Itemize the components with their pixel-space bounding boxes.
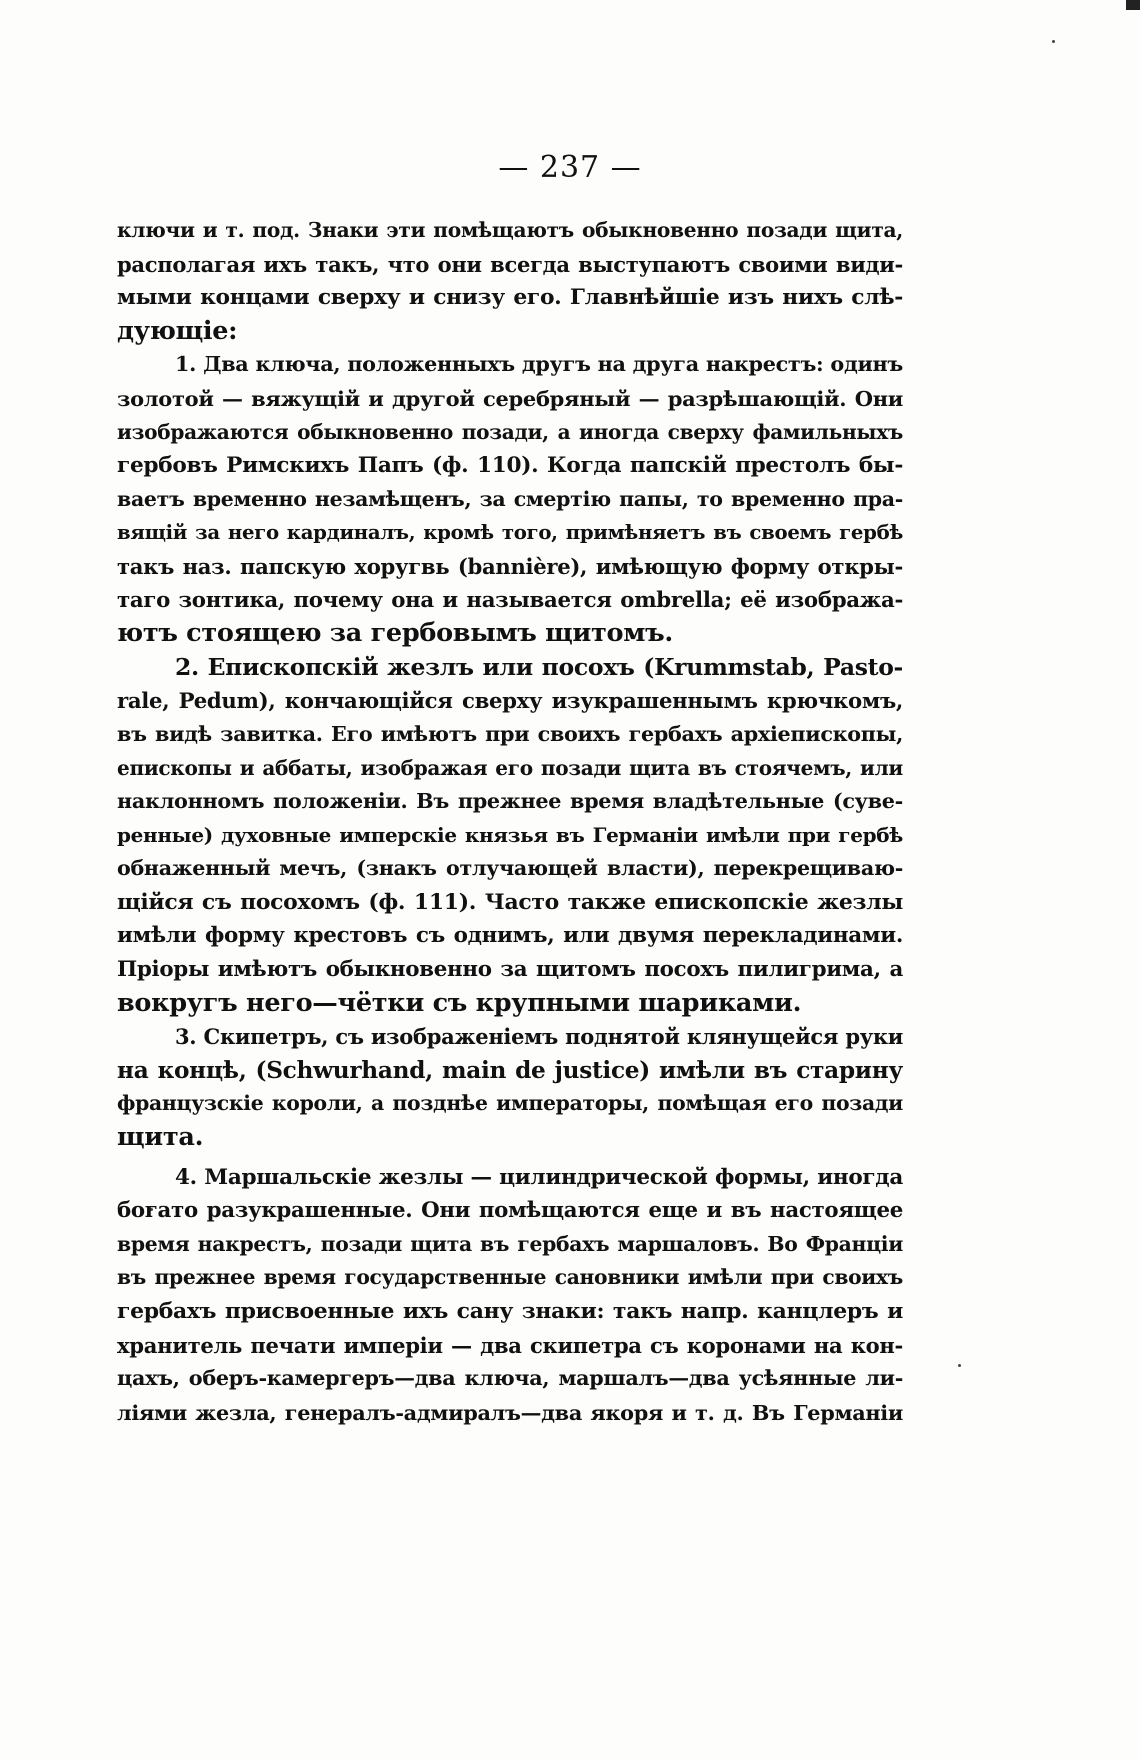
- text-line: хранитель печати имперіи — два скипетра съ коронами на кон-: [117, 1332, 903, 1358]
- text-line: французскіе короли, а позднѣе императоры, помѣщая его позади: [117, 1091, 903, 1116]
- text-line: Пріоры имѣютъ обыкновенно за щитомъ посохъ пилигрима, а: [117, 957, 903, 983]
- text-line: имѣли форму крестовъ съ однимъ, или двумя перекладинами.: [117, 923, 903, 949]
- text-line: на концѣ, (Schwurhand, main de justice) имѣли въ старину: [117, 1056, 903, 1084]
- text-line: золотой — вяжущій и другой серебряный — разрѣшающій. Они: [117, 385, 903, 411]
- scan-speck: [1052, 40, 1055, 43]
- text-line: дующіе:: [117, 315, 238, 346]
- text-line: 2. Епископскій жезлъ или посохъ (Krummstab, Pasto-: [175, 652, 903, 681]
- scan-edge-mark: [1126, 0, 1140, 10]
- text-line: богато разукрашенные. Они помѣщаются еще и въ настоящее: [117, 1198, 903, 1224]
- text-line: гербахъ присвоенные ихъ сану знаки: такъ напр. канцлеръ и: [117, 1298, 903, 1324]
- text-line: ютъ стоящею за гербовымъ щитомъ.: [117, 618, 673, 649]
- text-line: rale, Pedum), кончающійся сверху изукрашеннымъ крючкомъ,: [117, 688, 903, 714]
- scan-speck: [958, 1364, 961, 1367]
- text-line: обнаженный мечъ, (знакъ отлучающей власти), перекрещиваю-: [117, 856, 903, 881]
- text-line: 3. Скипетръ, съ изображеніемъ поднятой клянущейся руки: [175, 1024, 903, 1050]
- text-line: время накрестъ, позади щита въ гербахъ маршаловъ. Во Франціи: [117, 1231, 903, 1256]
- text-line: ключи и т. под. Знаки эти помѣщаютъ обыкновенно позади щита,: [117, 218, 903, 242]
- text-line: таго зонтика, почему она и называется ombrella; её изобража-: [117, 587, 903, 613]
- text-line: щита.: [117, 1122, 204, 1153]
- text-line: наклонномъ положеніи. Въ прежнее время владѣтельные (суве-: [117, 789, 903, 814]
- body-text: [117, 214, 903, 1429]
- text-line: гербовъ Римскихъ Папъ (ф. 110). Когда папскій престолъ бы-: [117, 453, 903, 479]
- text-line: ваетъ временно незамѣщенъ, за смертію папы, то временно пра-: [117, 486, 903, 511]
- text-line: вокругъ него—чётки съ крупными шариками.: [117, 987, 802, 1018]
- text-line: мыми концами сверху и снизу его. Главнѣйшіе изъ нихъ слѣ-: [117, 285, 903, 311]
- text-line: щійся съ посохомъ (ф. 111). Часто также епископскіе жезлы: [117, 888, 903, 915]
- text-line: изображаются обыкновенно позади, а иногда сверху фамильныхъ: [117, 419, 903, 444]
- text-line: вящій за него кардиналъ, кромѣ того, примѣняетъ въ своемъ гербѣ: [117, 521, 903, 545]
- page-number: — 237 —: [498, 150, 642, 185]
- text-line: 4. Маршальскіе жезлы — цилиндрической формы, иногда: [175, 1164, 903, 1190]
- text-line: цахъ, оберъ-камергеръ—два ключа, маршалъ—два усѣянные ли-: [117, 1366, 903, 1391]
- text-line: такъ наз. папскую хоругвь (bannière), имѣющую форму откры-: [117, 553, 903, 579]
- text-line: епископы и аббаты, изображая его позади щита въ стоячемъ, или: [117, 755, 903, 780]
- text-line: ренные) духовные имперскіе князья въ Германіи имѣли при гербѣ: [117, 822, 903, 847]
- text-line: располагая ихъ такъ, что они всегда выступаютъ своими види-: [117, 251, 903, 277]
- text-line: ліями жезла, генералъ-адмиралъ—два якоря и т. д. Въ Германіи: [117, 1399, 903, 1425]
- text-line: въ прежнее время государственные сановники имѣли при своихъ: [117, 1265, 903, 1290]
- text-line: въ видѣ завитка. Его имѣютъ при своихъ гербахъ архіепископы,: [117, 721, 903, 746]
- text-line: 1. Два ключа, положенныхъ другъ на друга накрестъ: одинъ: [175, 352, 903, 377]
